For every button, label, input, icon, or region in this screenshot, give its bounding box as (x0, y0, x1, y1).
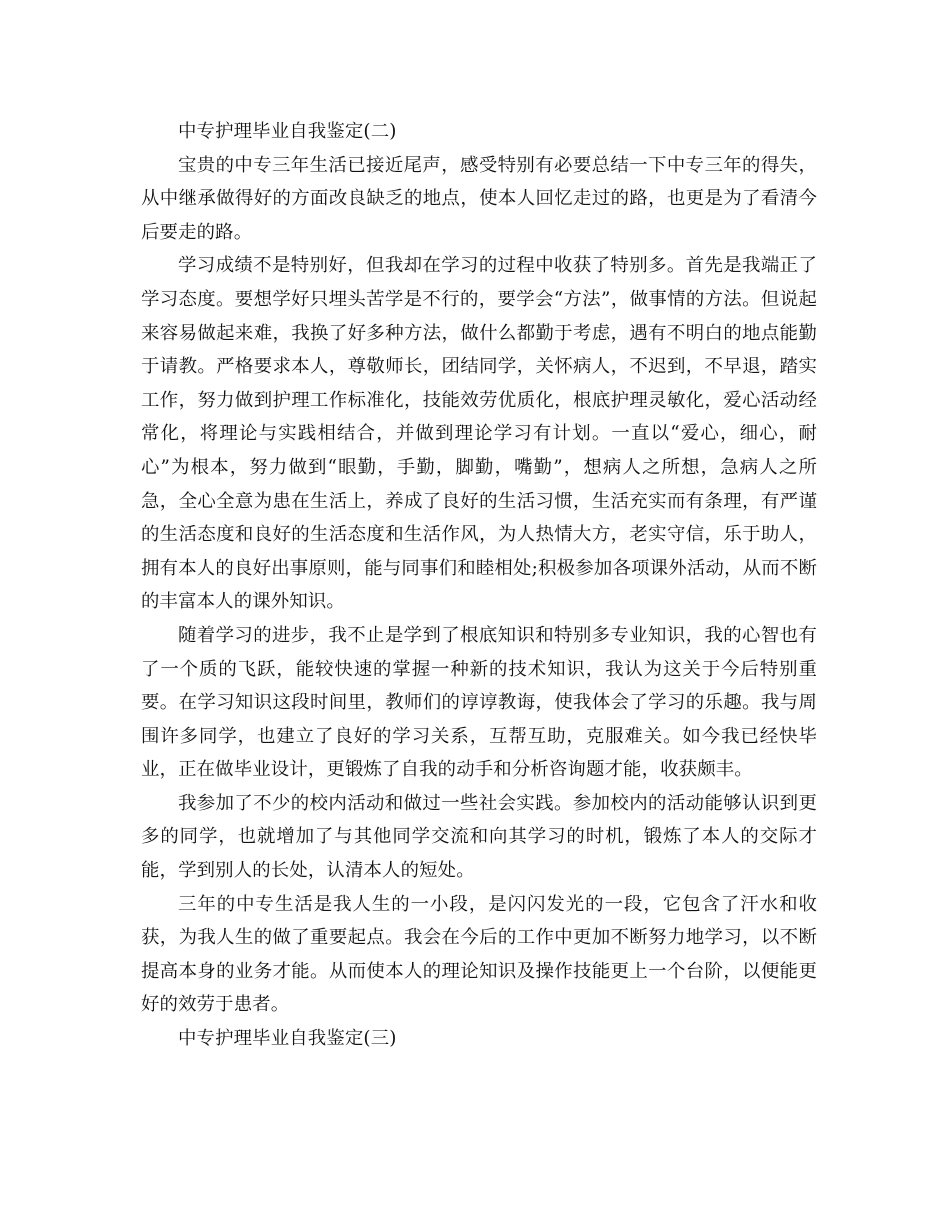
paragraph-3: 随着学习的进步，我不止是学到了根底知识和特别多专业知识，我的心智也有了一个质的飞跃，能较快速的掌握一种新的技术知识，我认为这关于今后特别重要。在学习知识这段时间里，教师们的谆谆教诲，使我体会了学习的乐趣。我与周围许多同学，也建立了良好的学习关系，互帮互助，克服难关。如今我已经快毕业，正在做毕业设计，更锻炼了自我的动手和分析咨询题才能，收获颇丰。 (141, 624, 817, 781)
document-body (141, 115, 817, 1056)
section-heading-2: 中专护理毕业自我鉴定(二) (178, 121, 397, 142)
paragraph-1: 宝贵的中专三年生活已接近尾声，感受特别有必要总结一下中专三年的得失，从中继承做得好的方面改良缺乏的地点，使本人回忆走过的路，也更是为了看清今后要走的路。 (141, 154, 817, 243)
section-heading-3: 中专护理毕业自我鉴定(三) (178, 1028, 397, 1050)
paragraph-5: 三年的中专生活是我人生的一小段，是闪闪发光的一段，它包含了汗水和收获，为我人生的做了重要起点。我会在今后的工作中更加不断努力地学习，以不断提高本身的业务才能。从而使本人的理论知识及操作技能更上一个台阶，以便能更好的效劳于患者。 (141, 893, 817, 1016)
paragraph-2: 学习成绩不是特别好，但我却在学习的过程中收获了特别多。首先是我端正了学习态度。要想学好只埋头苦学是不行的，要学会“方法”，做事情的方法。但说起来容易做起来难，我换了好多种方法，做什么都勤于考虑，遇有不明白的地点能勤于请教。严格要求本人，尊敬师长，团结同学，关怀病人，不迟到，不早退，踏实工作，努力做到护理工作标准化，技能效劳优质化，根底护理灵敏化，爱心活动经常化，将理论与实践相结合，并做到理论学习有计划。一直以“爱心，细心，耐心”为根本，努力做到“眼勤，手勤，脚勤，嘴勤”，想病人之所想，急病人之所急，全心全意为患在生活上，养成了良好的生活习惯，生活充实而有条理，有严谨的生活态度和良好的生活态度和生活作风，为人热情大方，老实守信，乐于助人，拥有本人的良好出事原则，能与同事们和睦相处;积极参加各项课外活动，从而不断的丰富本人的课外知识。 (141, 255, 817, 613)
paragraph-4: 我参加了不少的校内活动和做过一些社会实践。参加校内的活动能够认识到更多的同学，也就增加了与其他同学交流和向其学习的时机，锻炼了本人的交际才能，学到别人的长处，认清本人的短处。 (141, 792, 817, 882)
